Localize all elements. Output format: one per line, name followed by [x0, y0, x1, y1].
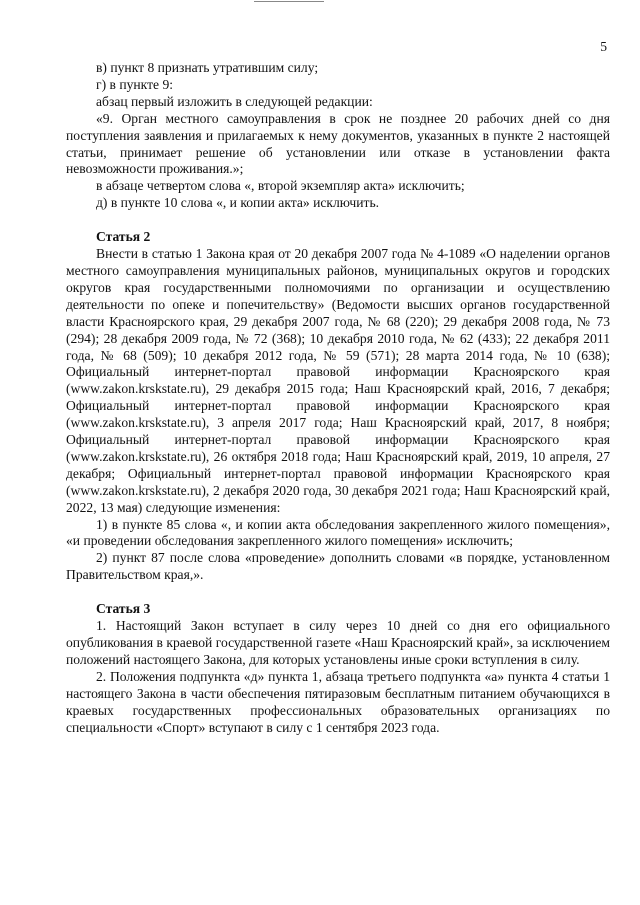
- article-3-para-1: 1. Настоящий Закон вступает в силу через 10 дней со дня его официального опубликования в краевой государственной газете «Наш Красноярский край», за исключением положений настоящего Закона, для которых установлены иные сроки вступления в силу.: [66, 618, 610, 667]
- top-rule: [254, 1, 324, 2]
- article-2-item-1: 1) в пункте 85 слова «, и копии акта обследования закрепленного жилого помещения», «и проведении обследования закрепленного жилого помещения» исключить;: [66, 516, 610, 549]
- item-g: г) в пункте 9:: [96, 76, 174, 92]
- fourth-abzac-line: в абзаце четвертом слова «, второй экземпляр акта» исключить;: [96, 178, 465, 194]
- article-3-heading: Статья 3: [96, 601, 151, 617]
- article-2-heading: Статья 2: [96, 229, 151, 245]
- document-body: [66, 60, 610, 736]
- quote-paragraph-9: «9. Орган местного самоуправления в срок не позднее 20 рабочих дней со дня поступления заявления и прилагаемых к нему документов, указанных в пункте 2 настоящей статьи, принимает решение об установлении или отказе в установлении факта невозможности проживания.»;: [66, 110, 610, 177]
- item-v: в) пункт 8 признать утратившим силу;: [96, 60, 319, 75]
- article-2-intro: Внести в статью 1 Закона края от 20 декабря 2007 года № 4-1089 «О наделении органов местного самоуправления муниципальных районов, муниципальных округов и городских округов края государственными полномочиями по организации и осуществлению деятельности по опеке и попечительству» (Ведомости высших органов государственной власти Красноярского края, 29 декабря 2007 года, № 68 (220); 29 декабря 2008 года, № 73 (294); 28 декабря 2009 года, № 72 (368); 10 декабря 2010 года, № 62 (433); 22 декабря 2011 года, № 68 (509); 10 декабря 2012 года, № 59 (571); 28 марта 2014 года, № 10 (638); Официальный интернет-портал правовой информации Красноярского края (www.zakon.krskstate.ru), 29 декабря 2015 года; Наш Красноярский край, 2016, 7 декабря; Официальный интернет-портал правовой информации Красноярского края (www.zakon.krskstate.ru), 3 апреля 2017 года; Наш Красноярский край, 2017, 8 ноября; Официальный интернет-портал правовой информации Красноярского края (www.zakon.krskstate.ru), 26 октября 2018 года; Наш Красноярский край, 2019, 10 апреля, 27 декабря; Официальный интернет-портал правовой информации Красноярского края (www.zakon.krskstate.ru), 2 декабря 2020 года, 30 декабря 2021 года; Наш Красноярский край, 2022, 13 мая) следующие изменения:: [66, 246, 610, 515]
- spacer: [66, 212, 610, 229]
- spacer: [66, 584, 610, 601]
- page-number: 5: [600, 39, 607, 54]
- item-d: д) в пункте 10 слова «, и копии акта» исключить.: [96, 195, 380, 211]
- abzac-line: абзац первый изложить в следующей редакции:: [96, 93, 373, 109]
- article-3-para-2: 2. Положения подпункта «д» пункта 1, абзаца третьего подпункта «а» пункта 4 статьи 1 настоящего Закона в части обеспечения пятиразовым бесплатным питанием обучающихся в краевых государственных профессиональных образовательных организациях по специальности «Спорт» вступают в силу с 1 сентября 2023 года.: [66, 668, 610, 735]
- article-2-item-2: 2) пункт 87 после слова «проведение» дополнить словами «в порядке, установленном Правительством края,».: [66, 550, 610, 583]
